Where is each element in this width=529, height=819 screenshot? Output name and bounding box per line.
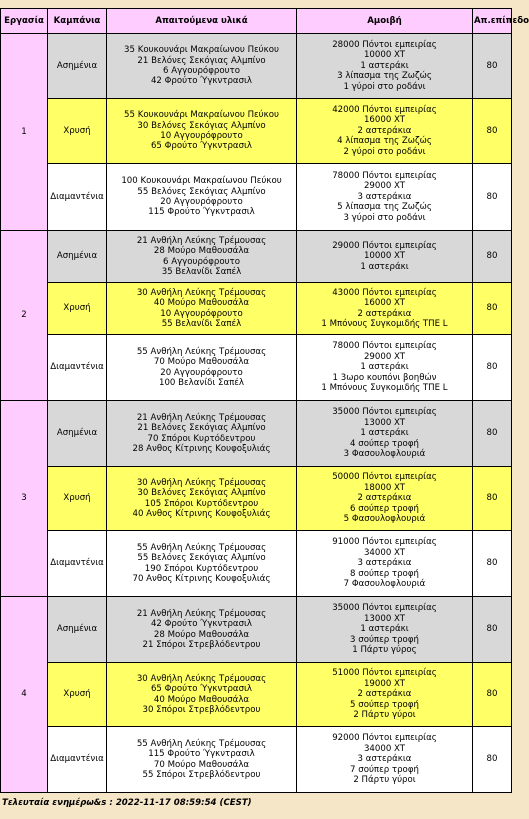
header-rewards: Αμοιβή xyxy=(297,9,473,34)
reward-line: 3 αστεράκια xyxy=(357,191,412,202)
rewards-cell xyxy=(297,231,473,283)
reward-line: 7 Φασουλοφλουριά xyxy=(343,579,426,590)
reward-line: 3 σούπερ τροφή xyxy=(350,634,419,645)
reward-line: 78000 Πόντοι εμπειρίας xyxy=(332,170,437,181)
material-line: 100 Κουκουνάρι Μακραίωνου Πεύκου xyxy=(121,176,282,187)
campaign-cell: Χρυσή xyxy=(48,467,107,531)
materials-cell xyxy=(107,231,297,283)
reward-line: 91000 Πόντοι εμπειρίας xyxy=(332,537,437,548)
material-line: 21 Ανθήλη Λεύκης Τρέμουσας xyxy=(136,235,267,246)
reward-line: 1 Μπόνους Συγκομιδής ΤΠΕ L xyxy=(321,318,448,329)
reward-line: 29000 XT xyxy=(363,181,406,192)
reward-line: 35000 Πόντοι εμπειρίας xyxy=(332,407,437,418)
table-row xyxy=(1,34,512,99)
material-line: 10 Αγγουρόφρουτο xyxy=(160,131,243,141)
material-line: 6 Αγγουρόφρουτο xyxy=(163,66,240,76)
reward-line: 19000 XT xyxy=(363,678,406,689)
rewards-cell xyxy=(297,34,473,99)
table-row xyxy=(1,531,512,597)
reward-line: 3 γύροi στο ροδάνι xyxy=(343,212,426,223)
reward-line: 10000 XT xyxy=(363,251,406,262)
table-row xyxy=(1,231,512,283)
reward-line: 2 Πάρτυ γύροι xyxy=(353,710,416,721)
materials-cell xyxy=(107,727,297,793)
reward-line: 3 Φασουλοφλουριά xyxy=(343,449,426,460)
reward-line: 34000 XT xyxy=(363,743,406,754)
required-level-cell: 80 xyxy=(473,467,512,531)
material-line: 21 Ανθήλη Λεύκης Τρέμουσας xyxy=(136,608,267,619)
material-line: 10 Αγγουρόφρουτο xyxy=(160,308,243,319)
header-task: Εργασία xyxy=(1,9,48,34)
header-level: Απ.επίπεδο xyxy=(473,9,512,34)
required-level-cell: 80 xyxy=(473,231,512,283)
material-line: 55 Ανθήλη Λεύκης Τρέμουσας xyxy=(136,346,267,357)
reward-line: 16000 XT xyxy=(363,115,406,126)
reward-line: 2 αστεράκια xyxy=(357,125,412,136)
material-line: 55 Βελόνες Σεκόγιας Αλμπίνο xyxy=(137,186,266,197)
material-line: 40 Μούρο Μαθουσάλα xyxy=(153,298,250,309)
required-level-cell: 80 xyxy=(473,531,512,597)
material-line: 28 Μούρο Μαθουσάλα xyxy=(153,629,250,640)
material-line: 6 Αγγουρόφρουτο xyxy=(163,256,240,267)
task-number: 3 xyxy=(1,401,48,597)
table-row xyxy=(1,467,512,531)
material-line: 70 Μούρο Μαθουσάλα xyxy=(153,357,250,368)
reward-line: 42000 Πόντοι εμπειρίας xyxy=(332,104,437,115)
material-line: 55 Βελανίδι Σαπέλ xyxy=(161,318,242,329)
reward-line: 2 αστεράκια xyxy=(357,308,412,319)
reward-line: 35000 Πόντοι εμπειρίας xyxy=(332,603,437,614)
table-row xyxy=(1,335,512,401)
material-line: 30 Σπόροι Στρεβλόδεντρου xyxy=(142,704,261,715)
material-line: 30 Ανθήλη Λεύκης Τρέμουσας xyxy=(136,477,267,488)
header-campaign: Καμπάνια xyxy=(48,9,107,34)
reward-line: 43000 Πόντοι εμπειρίας xyxy=(332,287,437,298)
material-line: 42 Φρούτο Ύγκντρασιλ xyxy=(150,76,253,87)
reward-line: 3 αστεράκια xyxy=(357,558,412,569)
reward-line: 1 γύροi στο ροδάνι xyxy=(343,81,426,92)
reward-line: 1 Μπόνους Συγκομιδής ΤΠΕ L xyxy=(321,383,448,394)
campaign-cell: Διαμαντένια xyxy=(48,727,107,793)
reward-line: 50000 Πόντοι εμπειρίας xyxy=(332,472,437,483)
material-line: 40 Ανθος Κίτρινης Κουφοξυλιάς xyxy=(132,508,271,519)
material-line: 55 Κουκουνάρι Μακραίωνου Πεύκου xyxy=(124,110,279,121)
materials-cell xyxy=(107,335,297,401)
header-materials: Απαιτούμενα υλικά xyxy=(107,9,297,34)
material-line: 55 Σπόροι Στρεβλόδεντρου xyxy=(142,769,261,780)
reward-line: 1 αστεράκι xyxy=(360,624,409,635)
reward-line: 16000 XT xyxy=(363,298,406,309)
materials-cell xyxy=(107,34,297,99)
material-line: 70 Σπόροι Κυρτόδεντρου xyxy=(147,433,256,444)
material-line: 30 Βελόνες Σεκόγιας Αλμπίνο xyxy=(137,488,266,499)
material-line: 28 Ανθος Κίτρινης Κουφοξυλιάς xyxy=(132,443,271,454)
rewards-cell xyxy=(297,401,473,467)
rewards-cell xyxy=(297,467,473,531)
reward-line: 92000 Πόντοι εμπειρίας xyxy=(332,733,437,744)
reward-line: 2 γύροi στο ροδάνι xyxy=(343,146,426,157)
material-line: 30 Ανθήλη Λεύκης Τρέμουσας xyxy=(136,673,267,684)
reward-line: 4 σούπερ τροφή xyxy=(350,438,419,449)
material-line: 105 Σπόροι Κυρτόδεντρου xyxy=(144,498,259,509)
material-line: 115 Φρούτο Ύγκντρασιλ xyxy=(148,207,255,218)
campaign-cell: Διαμαντένια xyxy=(48,164,107,231)
material-line: 115 Φρούτο Ύγκντρασιλ xyxy=(148,749,255,760)
quest-table xyxy=(0,8,529,793)
task-number: 2 xyxy=(1,231,48,401)
material-line: 190 Σπόροι Κυρτόδεντρου xyxy=(144,563,259,574)
required-level-cell: 80 xyxy=(473,164,512,231)
reward-line: 2 Πάρτυ γύροι xyxy=(353,775,416,786)
materials-cell xyxy=(107,531,297,597)
materials-cell xyxy=(107,663,297,727)
rewards-cell xyxy=(297,164,473,231)
rewards-cell xyxy=(297,663,473,727)
material-line: 30 Βελόνες Σεκόγιας Αλμπίνο xyxy=(137,120,266,131)
rewards-cell xyxy=(297,727,473,793)
table-body xyxy=(1,34,512,793)
table-header-row xyxy=(1,9,512,34)
reward-line: 51000 Πόντοι εμπειρίας xyxy=(332,668,437,679)
materials-cell xyxy=(107,164,297,231)
required-level-cell: 80 xyxy=(473,727,512,793)
materials-cell xyxy=(107,283,297,335)
reward-line: 5 λίπασμα της Ζωζώς xyxy=(337,202,432,213)
reward-line: 5 Φασουλοφλουριά xyxy=(343,514,426,525)
reward-line: 13000 XT xyxy=(363,417,406,428)
table-row xyxy=(1,597,512,663)
reward-line: 2 αστεράκια xyxy=(357,493,412,504)
material-line: 21 Βελόνες Σεκόγιας Αλμπίνο xyxy=(137,55,266,66)
reward-line: 1 αστεράκι xyxy=(360,428,409,439)
campaign-cell: Διαμαντένια xyxy=(48,335,107,401)
material-line: 28 Μούρο Μαθουσάλα xyxy=(153,246,250,257)
material-line: 70 Ανθος Κίτρινης Κουφοξυλιάς xyxy=(132,573,271,584)
table-row xyxy=(1,401,512,467)
reward-line: 18000 XT xyxy=(363,482,406,493)
table-row xyxy=(1,99,512,164)
reward-line: 6 σούπερ τροφή xyxy=(350,503,419,514)
campaign-cell: Ασημένια xyxy=(48,231,107,283)
reward-line: 34000 XT xyxy=(363,547,406,558)
reward-line: 8 σούπερ τροφή xyxy=(350,568,419,579)
rewards-cell xyxy=(297,597,473,663)
reward-line: 1 αστεράκι xyxy=(360,261,409,272)
reward-line: 10000 XT xyxy=(363,50,406,61)
table-row xyxy=(1,727,512,793)
reward-line: 3 αστεράκια xyxy=(357,754,412,765)
reward-line: 1 αστεράκι xyxy=(360,60,409,71)
table-row xyxy=(1,663,512,727)
campaign-cell: Χρυσή xyxy=(48,283,107,335)
task-number: 1 xyxy=(1,34,48,231)
required-level-cell: 80 xyxy=(473,34,512,99)
material-line: 100 Βελανίδι Σαπέλ xyxy=(158,377,245,388)
materials-cell xyxy=(107,597,297,663)
material-line: 20 Αγγουρόφρουτο xyxy=(160,367,243,378)
campaign-cell: Χρυσή xyxy=(48,99,107,164)
required-level-cell: 80 xyxy=(473,401,512,467)
reward-line: 7 σούπερ τροφή xyxy=(350,764,419,775)
material-line: 21 Βελόνες Σεκόγιας Αλμπίνο xyxy=(137,423,266,434)
reward-line: 1 Πάρτυ γύρος xyxy=(352,645,417,656)
reward-line: 1 3ωρο κουπόνι βοηθών xyxy=(332,372,437,383)
material-line: 65 Φρούτο Ύγκντρασιλ xyxy=(150,684,253,695)
reward-line: 13000 XT xyxy=(363,613,406,624)
material-line: 40 Μούρο Μαθουσάλα xyxy=(153,694,250,705)
material-line: 21 Ανθήλη Λεύκης Τρέμουσας xyxy=(136,412,267,423)
rewards-cell xyxy=(297,335,473,401)
material-line: 55 Ανθήλη Λεύκης Τρέμουσας xyxy=(136,542,267,553)
required-level-cell: 80 xyxy=(473,335,512,401)
required-level-cell: 80 xyxy=(473,99,512,164)
material-line: 55 Ανθήλη Λεύκης Τρέμουσας xyxy=(136,738,267,749)
reward-line: 29000 Πόντοι εμπειρίας xyxy=(332,240,437,251)
reward-line: 2 αστεράκια xyxy=(357,689,412,700)
material-line: 20 Αγγουρόφρουτο xyxy=(160,197,243,207)
campaign-cell: Ασημένια xyxy=(48,597,107,663)
materials-cell xyxy=(107,401,297,467)
materials-cell xyxy=(107,467,297,531)
reward-line: 5 σούπερ τροφή xyxy=(350,699,419,710)
material-line: 21 Σπόροι Στρεβλόδεντρου xyxy=(142,639,261,650)
material-line: 70 Μούρο Μαθουσάλα xyxy=(153,759,250,770)
task-number: 4 xyxy=(1,597,48,793)
required-level-cell: 80 xyxy=(473,663,512,727)
material-line: 35 Βελανίδι Σαπέλ xyxy=(161,266,242,277)
campaign-cell: Ασημένια xyxy=(48,34,107,99)
required-level-cell: 80 xyxy=(473,283,512,335)
reward-line: 3 λίπασμα της Ζωζώς xyxy=(337,71,432,82)
rewards-cell xyxy=(297,283,473,335)
materials-cell xyxy=(107,99,297,164)
material-line: 42 Φρούτο Ύγκντρασιλ xyxy=(150,619,253,630)
reward-line: 78000 Πόντοι εμπειρίας xyxy=(332,341,437,352)
table-row xyxy=(1,283,512,335)
reward-line: 29000 XT xyxy=(363,351,406,362)
rewards-cell xyxy=(297,531,473,597)
required-level-cell: 80 xyxy=(473,597,512,663)
campaign-cell: Διαμαντένια xyxy=(48,531,107,597)
rewards-cell xyxy=(297,99,473,164)
last-updated-note: Τελευταία ενημέρω&s : 2022-11-17 08:59:54 (CEST) xyxy=(2,798,252,808)
table-row xyxy=(1,164,512,231)
campaign-cell: Χρυσή xyxy=(48,663,107,727)
material-line: 35 Κουκουνάρι Μακραίωνου Πεύκου xyxy=(124,45,279,56)
material-line: 30 Ανθήλη Λεύκης Τρέμουσας xyxy=(136,287,267,298)
material-line: 55 Βελόνες Σεκόγιας Αλμπίνο xyxy=(137,553,266,564)
reward-line: 1 αστεράκι xyxy=(360,362,409,373)
material-line: 65 Φρούτο Ύγκντρασιλ xyxy=(150,141,253,152)
reward-line: 4 λίπασμα της Ζωζώς xyxy=(337,136,432,147)
campaign-cell: Ασημένια xyxy=(48,401,107,467)
reward-line: 28000 Πόντοι εμπειρίας xyxy=(332,39,437,50)
